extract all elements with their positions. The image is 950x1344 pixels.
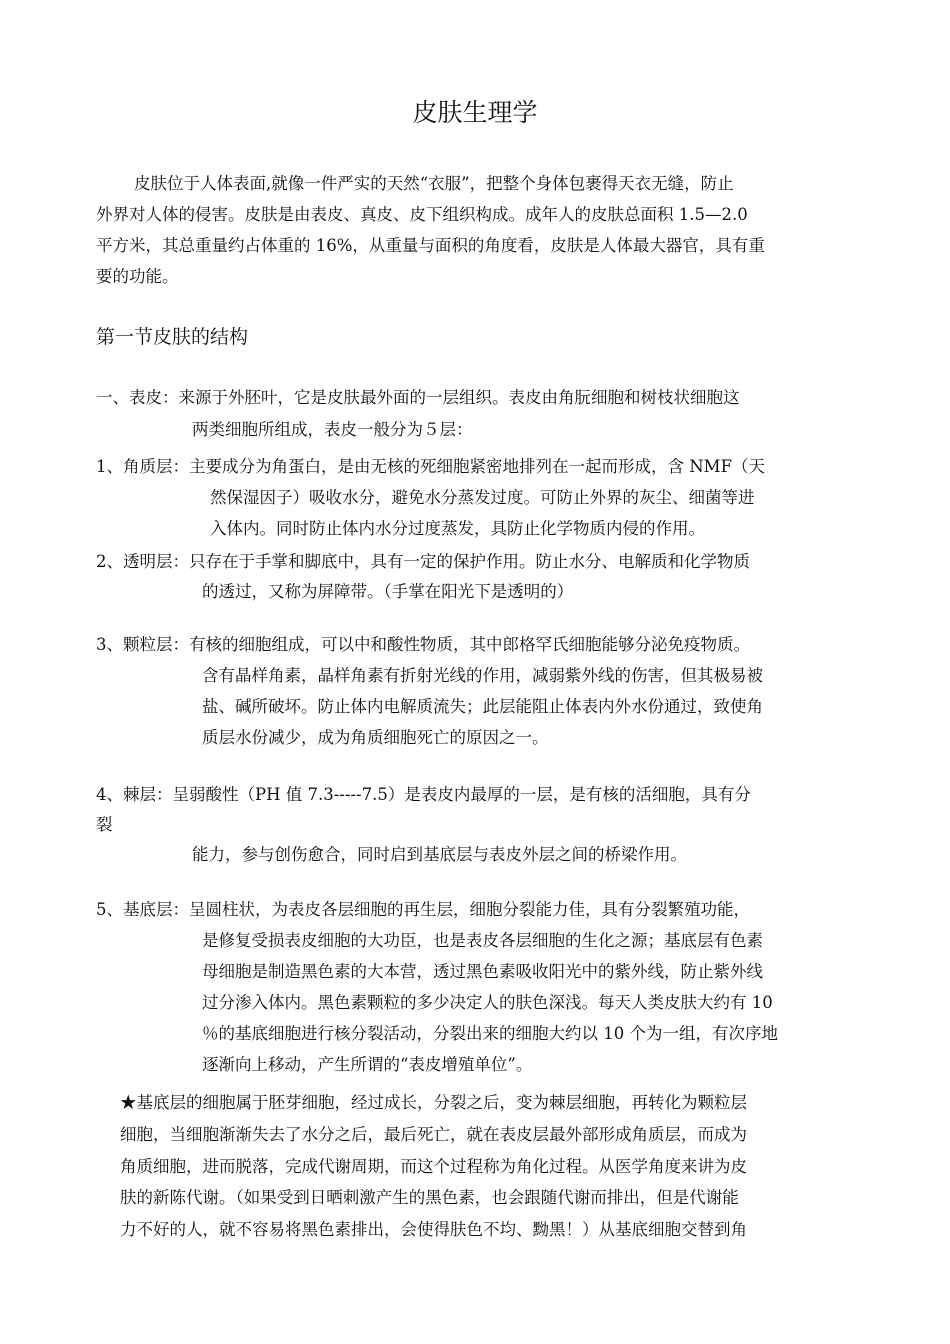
star-note-line: 力不好的人，就不容易将黑色素排出，会使得肤色不均、黝黑！）从基底细胞交替到角 bbox=[120, 1220, 747, 1239]
intro-line: 平方米，其总重量约占体重的 16%，从重量与面积的角度看，皮肤是人体最大器官，具有重 bbox=[96, 236, 765, 255]
layer3-line: 质层水份减少，成为角质细胞死亡的原因之一。 bbox=[202, 728, 549, 747]
epidermis-line: 两类细胞所组成，表皮一般分为５层： bbox=[192, 420, 473, 439]
layer3-line: 3、颗粒层：有核的细胞组成，可以中和酸性物质，其中郎格罕氏细胞能够分泌免疫物质。 bbox=[96, 635, 750, 654]
section-heading: 第一节皮肤的结构 bbox=[96, 326, 249, 348]
layer4-line: 4、棘层：呈弱酸性（PH 值 7.3-----7.5）是表皮内最厚的一层，是有核的活细胞，具有分 bbox=[96, 785, 751, 804]
star-note-line: 角质细胞，进而脱落，完成代谢周期，而这个过程称为角化过程。从医学角度来讲为皮 bbox=[120, 1157, 747, 1176]
layer5-line: 逐渐向上移动，产生所谓的“表皮增殖单位”。 bbox=[202, 1055, 533, 1074]
page-title: 皮肤生理学 bbox=[412, 98, 538, 127]
layer5-line: 5、基底层：呈圆柱状，为表皮各层细胞的再生层，细胞分裂能力佳，具有分裂繁殖功能， bbox=[96, 900, 750, 919]
layer1-line: 入体内。同时防止体内水分过度蒸发，具防止化学物质内侵的作用。 bbox=[210, 519, 705, 538]
epidermis-line: 一、表皮：来源于外胚叶，它是皮肤最外面的一层组织。表皮由角朊细胞和树枝状细胞这 bbox=[96, 388, 740, 407]
layer4-line: 能力，参与创伤愈合，同时启到基底层与表皮外层之间的桥梁作用。 bbox=[192, 845, 687, 864]
star-note-line: 肤的新陈代谢。（如果受到日晒刺激产生的黑色素，也会跟随代谢而排出，但是代谢能 bbox=[120, 1188, 739, 1207]
layer5-line: 是修复受损表皮细胞的大功臣，也是表皮各层细胞的生化之源；基底层有色素 bbox=[202, 931, 763, 950]
layer3-line: 盐、碱所破坏。防止体内电解质流失；此层能阻止体表内外水份通过，致使角 bbox=[202, 697, 763, 716]
layer1-line: 然保湿因子）吸收水分，避免水分蒸发过度。可防止外界的灰尘、细菌等进 bbox=[210, 488, 755, 507]
intro-line: 要的功能。 bbox=[96, 267, 179, 286]
layer2-line: 2、透明层：只存在于手掌和脚底中，具有一定的保护作用。防止水分、电解质和化学物质 bbox=[96, 552, 750, 571]
layer5-line: 过分渗入体内。黑色素颗粒的多少决定人的肤色深浅。每天人类皮肤大约有 10 bbox=[202, 993, 773, 1012]
star-note-line: ★基底层的细胞属于胚芽细胞，经过成长，分裂之后，变为棘层细胞，再转化为颗粒层 bbox=[120, 1093, 747, 1112]
layer1-line: 1、角质层：主要成分为角蛋白，是由无核的死细胞紧密地排列在一起而形成，含 NMF（天 bbox=[96, 457, 766, 476]
layer2-line: 的透过，又称为屏障带。（手掌在阳光下是透明的） bbox=[202, 582, 574, 601]
intro-line: 皮肤位于人体表面,就像一件严实的天然“衣服”，把整个身体包裹得天衣无缝，防止 bbox=[134, 174, 734, 193]
layer5-line: ％的基底细胞进行核分裂活动，分裂出来的细胞大约以 10 个为一组，有次序地 bbox=[202, 1024, 778, 1043]
layer5-line: 母细胞是制造黑色素的大本营，透过黑色素吸收阳光中的紫外线，防止紫外线 bbox=[202, 962, 763, 981]
layer4-line: 裂 bbox=[96, 815, 113, 834]
intro-line: 外界对人体的侵害。皮肤是由表皮、真皮、皮下组织构成。成年人的皮肤总面积 1.5—2.0 bbox=[96, 205, 748, 224]
star-note-line: 细胞，当细胞渐渐失去了水分之后，最后死亡，就在表皮层最外部形成角质层，而成为 bbox=[120, 1125, 747, 1144]
layer3-line: 含有晶样角素，晶样角素有折射光线的作用，减弱紫外线的伤害，但其极易被 bbox=[202, 666, 763, 685]
